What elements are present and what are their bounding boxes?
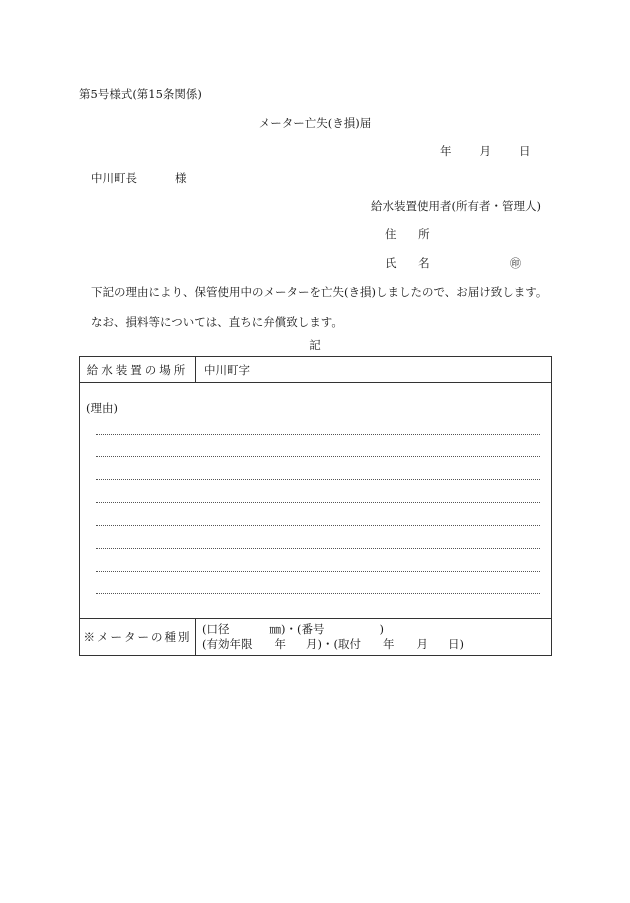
reason-line <box>96 593 540 594</box>
reason-line <box>96 548 540 549</box>
form-number: 第5号様式(第15条関係) <box>79 87 202 101</box>
caliber-label: (口径 <box>202 622 230 636</box>
body-text-line-1: 下記の理由により、保管使用中のメーターを亡失(き損)しましたので、お届け致します。 <box>91 285 548 299</box>
meter-validity-install-line <box>202 637 464 652</box>
reason-line <box>96 479 540 480</box>
reason-line <box>96 456 540 457</box>
addressee <box>91 170 187 186</box>
install-label: 月)・(取付 <box>306 637 361 651</box>
number-label: ㎜)・(番号 <box>269 622 325 636</box>
validity-label: (有効年限 <box>202 637 253 651</box>
record-label: 記 <box>309 338 321 352</box>
install-day: 日) <box>447 637 464 651</box>
reason-line <box>96 502 540 503</box>
body-text-line-2: なお、損料等については、直ちに弁償致します。 <box>91 315 343 329</box>
reason-label: (理由) <box>86 401 118 415</box>
meter-caliber-number-line <box>202 622 464 637</box>
reason-line <box>96 571 540 572</box>
date-day-label: 日 <box>519 144 531 158</box>
install-month: 月 <box>416 637 428 651</box>
date-year-label: 年 <box>440 144 452 158</box>
location-label: 給水装置の場所 <box>80 357 196 382</box>
location-value[interactable]: 中川町字 <box>204 362 250 377</box>
date-line <box>440 143 531 159</box>
reason-line <box>96 434 540 435</box>
addressee-honorific: 様 <box>175 171 187 185</box>
install-year: 年 <box>382 637 395 651</box>
number-close: ) <box>379 622 384 636</box>
location-row <box>80 357 551 383</box>
meter-type-row <box>80 619 551 655</box>
addressee-name: 中川町長 <box>91 171 137 185</box>
reason-line <box>96 525 540 526</box>
form-title: メーター亡失(き損)届 <box>258 116 372 130</box>
seal-mark: ㊞ <box>510 257 521 270</box>
detail-table <box>79 356 552 656</box>
name-label: 氏 名 <box>385 256 439 270</box>
reason-row[interactable] <box>80 383 551 619</box>
meter-type-fields[interactable] <box>202 622 464 652</box>
address-label: 住 所 <box>385 227 439 241</box>
meter-type-label: ※メーターの種別 <box>80 619 196 655</box>
date-month-label: 月 <box>479 144 491 158</box>
applicant-title: 給水装置使用者(所有者・管理人) <box>371 199 541 213</box>
validity-year: 年 <box>274 637 286 651</box>
